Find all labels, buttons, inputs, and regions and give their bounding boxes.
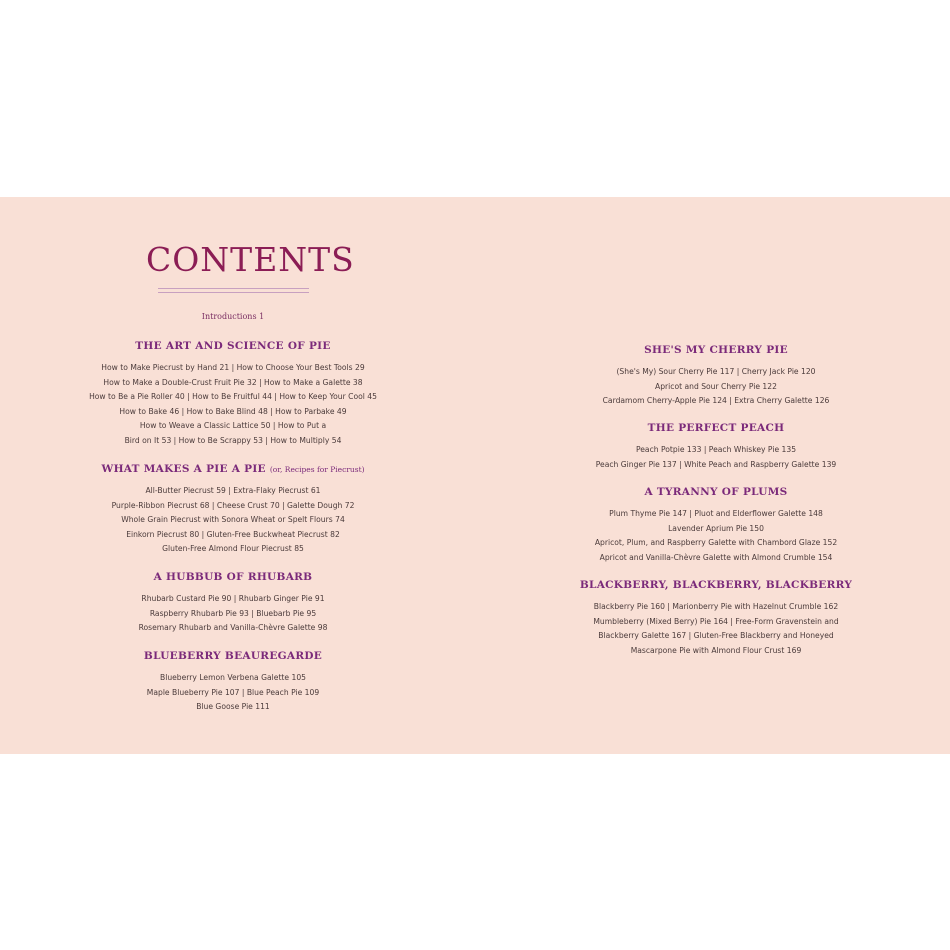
toc-line: Peach Potpie 133 | Peach Whiskey Pie 135 <box>635 445 797 454</box>
section-blueberry-beauregarde <box>76 650 390 715</box>
section-art-and-science <box>76 340 390 449</box>
toc-line: How to Weave a Classic Lattice 50 | How to Put a <box>139 421 327 431</box>
title-divider <box>158 288 309 293</box>
toc-line: Plum Thyme Pie 147 | Pluot and Elderflower Galette 148 <box>609 509 823 518</box>
section-heading: SHE'S MY CHERRY PIE <box>644 344 788 356</box>
section-heading: BLUEBERRY BEAUREGARDE <box>143 650 323 662</box>
toc-line: Mascarpone Pie with Almond Flour Crust 169 <box>630 645 802 655</box>
section-subheading: (or, Recipes for Piecrust) <box>269 465 365 474</box>
toc-line: Rhubarb Custard Pie 90 | Rhubarb Ginger Pie 91 <box>141 594 325 603</box>
toc-line: Apricot and Sour Cherry Pie 122 <box>655 381 777 391</box>
toc-line: Einkorn Piecrust 80 | Gluten-Free Buckwheat Piecrust 82 <box>126 529 340 539</box>
introductions-entry: Introductions 1 <box>201 312 265 321</box>
toc-line: Apricot, Plum, and Raspberry Galette with Chambord Glaze 152 <box>594 538 838 548</box>
section-tyranny-of-plums <box>560 486 872 565</box>
toc-line: Blackberry Pie 160 | Marionberry Pie with Hazelnut Crumble 162 <box>593 602 839 611</box>
section-perfect-peach <box>560 422 872 472</box>
section-heading-main: WHAT MAKES A PIE A PIE <box>101 463 266 475</box>
section-heading: THE PERFECT PEACH <box>647 422 785 434</box>
toc-line: Lavender Aprium Pie 150 <box>668 523 764 533</box>
toc-line: Maple Blueberry Pie 107 | Blue Peach Pie 109 <box>146 687 320 697</box>
toc-line: Whole Grain Piecrust with Sonora Wheat or Spelt Flours 74 <box>121 515 345 525</box>
toc-line: Peach Ginger Pie 137 | White Peach and Raspberry Galette 139 <box>595 459 837 469</box>
section-blackberry <box>560 579 872 658</box>
toc-line: How to Bake 46 | How to Bake Blind 48 | How to Parbake 49 <box>119 406 347 416</box>
toc-line: Raspberry Rhubarb Pie 93 | Bluebarb Pie 95 <box>149 608 317 618</box>
section-heading: THE ART AND SCIENCE OF PIE <box>135 340 331 352</box>
book-spread <box>0 197 950 754</box>
toc-line: Gluten-Free Almond Flour Piecrust 85 <box>162 544 304 554</box>
section-what-makes-a-pie <box>76 463 390 557</box>
toc-line: Blueberry Lemon Verbena Galette 105 <box>160 673 306 682</box>
section-heading <box>76 463 390 476</box>
section-heading: A HUBBUB OF RHUBARB <box>153 571 313 583</box>
section-cherry-pie <box>560 344 872 409</box>
toc-line: Cardamom Cherry-Apple Pie 124 | Extra Cherry Galette 126 <box>602 396 830 406</box>
toc-line: How to Be a Pie Roller 40 | How to Be Fruitful 44 | How to Keep Your Cool 45 <box>89 392 377 402</box>
toc-line: All-Butter Piecrust 59 | Extra-Flaky Piecrust 61 <box>145 486 321 495</box>
toc-line: How to Make Piecrust by Hand 21 | How to Choose Your Best Tools 29 <box>101 363 365 372</box>
page-title: CONTENTS <box>146 240 355 279</box>
section-heading: A TYRANNY OF PLUMS <box>644 486 788 498</box>
toc-line: Rosemary Rhubarb and Vanilla-Chèvre Galette 98 <box>138 623 328 633</box>
toc-line: Mumbleberry (Mixed Berry) Pie 164 | Free-Form Gravenstein and <box>593 616 839 626</box>
toc-line: Blue Goose Pie 111 <box>196 702 270 712</box>
section-hubbub-of-rhubarb <box>76 571 390 636</box>
toc-line: Purple-Ribbon Piecrust 68 | Cheese Crust 70 | Galette Dough 72 <box>111 500 355 510</box>
toc-line: Bird on It 53 | How to Be Scrappy 53 | How to Multiply 54 <box>124 435 342 445</box>
toc-line: Apricot and Vanilla-Chèvre Galette with Almond Crumble 154 <box>599 552 833 562</box>
toc-line: Blackberry Galette 167 | Gluten-Free Blackberry and Honeyed <box>598 631 834 641</box>
toc-line: (She's My) Sour Cherry Pie 117 | Cherry Jack Pie 120 <box>616 367 816 376</box>
section-heading: BLACKBERRY, BLACKBERRY, BLACKBERRY <box>579 579 853 591</box>
toc-line: How to Make a Double-Crust Fruit Pie 32 | How to Make a Galette 38 <box>103 377 363 387</box>
